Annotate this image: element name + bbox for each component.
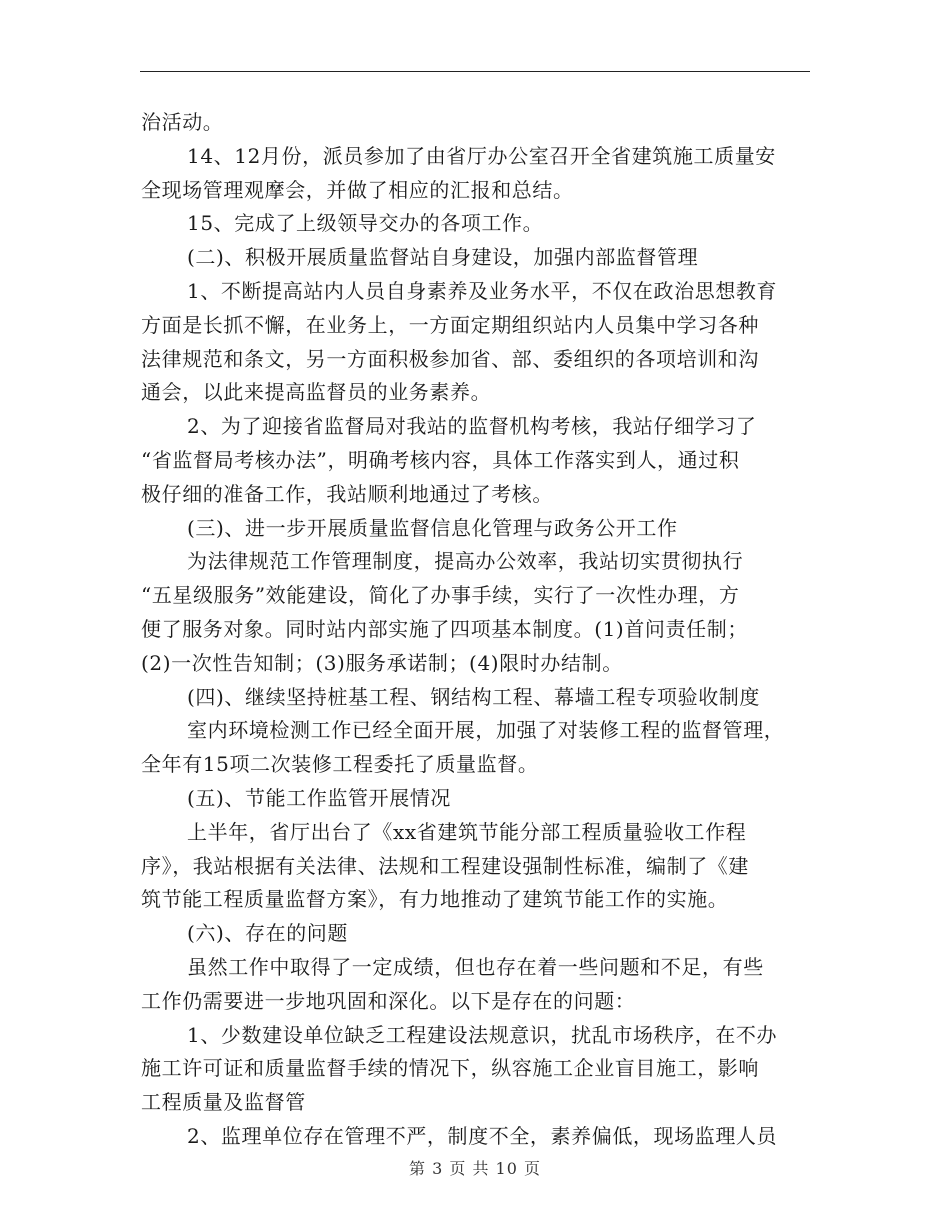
text-line: 全年有15项二次装修工程委托了质量监督。: [141, 752, 539, 777]
text-line: 筑节能工程质量监督方案》，有力地推动了建筑节能工作的实施。: [141, 887, 729, 912]
header-rule: [140, 71, 810, 72]
text-line: 1、少数建设单位缺乏工程建设法规意识，扰乱市场秩序，在不办: [187, 1022, 778, 1047]
text-line: 通会，以此来提高监督员的业务素养。: [141, 380, 492, 405]
text-line: 工作仍需要进一步地巩固和深化。以下是存在的问题：: [141, 988, 636, 1013]
text-line: 2、为了迎接省监督局对我站的监督机构考核，我站仔细学习了: [187, 414, 757, 439]
text-line: 14、12月份，派员参加了由省厅办公室召开全省建筑施工质量安: [187, 143, 776, 168]
text-line: 全现场管理观摩会，并做了相应的汇报和总结。: [141, 177, 574, 202]
text-line: 室内环境检测工作已经全面开展，加强了对装修工程的监督管理，: [187, 718, 785, 743]
text-line: 上半年，省厅出台了《xx省建筑节能分部工程质量验收工作程: [187, 819, 747, 844]
text-line: 15、完成了上级领导交办的各项工作。: [187, 211, 544, 236]
text-line: 施工许可证和质量监督手续的情况下，纵容施工企业盲目施工，影响: [141, 1056, 759, 1081]
text-line: 为法律规范工作管理制度，提高办公效率，我站切实贯彻执行: [187, 549, 744, 574]
text-line: 法律规范和条文，另一方面积极参加省、部、委组织的各项培训和沟: [141, 346, 759, 371]
text-line: (五)、节能工作监管开展情况: [187, 785, 452, 810]
text-line: 极仔细的准备工作，我站顺利地通过了考核。: [141, 481, 553, 506]
text-line: (2)一次性告知制；(3)服务承诺制；(4)限时办结制。: [141, 650, 623, 675]
page-footer: 第 3 页 共 10 页: [409, 1159, 541, 1178]
text-line: 治活动。: [141, 110, 224, 134]
text-line: “省监督局考核办法”，明确考核内容，具体工作落实到人，通过积: [141, 447, 740, 472]
text-line: “五星级服务”效能建设，简化了办事手续，实行了一次性办理，方: [141, 583, 740, 608]
text-line: 2、监理单位存在管理不严，制度不全，素养偏低，现场监理人员: [187, 1123, 778, 1148]
text-line: 序》，我站根据有关法律、法规和工程建设强制性标准，编制了《建: [141, 853, 749, 878]
text-line: (六)、存在的问题: [187, 921, 349, 946]
document-body: [141, 106, 811, 1154]
text-line: 虽然工作中取得了一定成绩，但也存在着一些问题和不足，有些: [187, 954, 764, 979]
text-line: 1、不断提高站内人员自身素养及业务水平，不仅在政治思想教育: [187, 278, 778, 303]
text-line: 工程质量及监督管: [141, 1090, 306, 1115]
text-line: 便了服务对象。同时站内部实施了四项基本制度。(1)首问责任制；: [141, 616, 748, 641]
text-line: (二)、积极开展质量监督站自身建设，加强内部监督管理: [187, 245, 699, 270]
text-line: (三)、进一步开展质量监督信息化管理与政务公开工作: [187, 515, 678, 540]
text-line: 方面是长抓不懈，在业务上，一方面定期组织站内人员集中学习各种: [141, 312, 759, 337]
text-line: (四)、继续坚持桩基工程、钢结构工程、幕墙工程专项验收制度: [187, 684, 761, 709]
